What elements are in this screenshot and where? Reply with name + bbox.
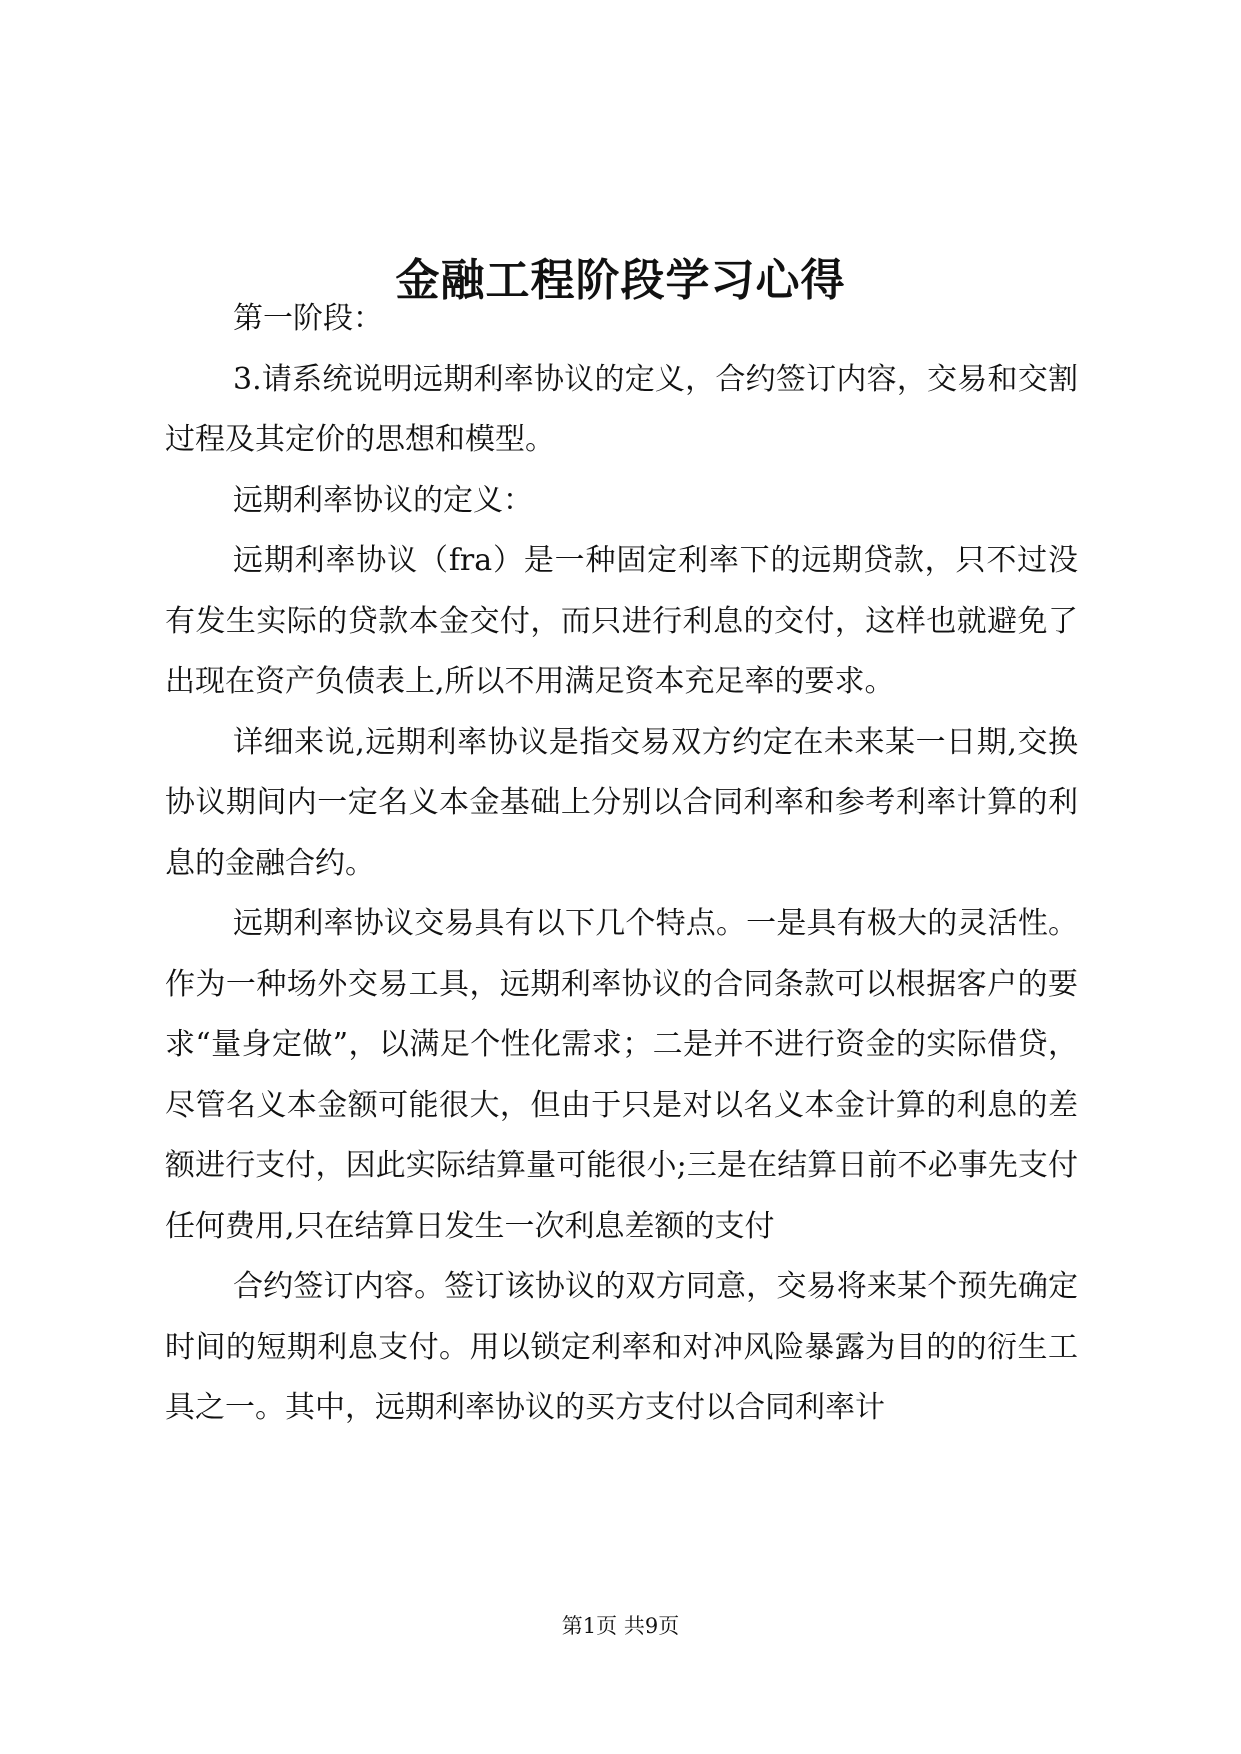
paragraph-question: 3.请系统说明远期利率协议的定义，合约签订内容，交易和交割过程及其定价的思想和模型。 — [165, 361, 1078, 457]
paragraph-contract-content: 合约签订内容。签订该协议的双方同意，交易将来某个预先确定时间的短期利息支付。用以锁定利率和对冲风险暴露为目的的衍生工具之一。其中，远期利率协议的买方支付以合同利率计 — [165, 1269, 1078, 1425]
paragraph-definition-heading: 远期利率协议的定义： — [233, 482, 533, 518]
document-body — [165, 289, 1078, 1439]
paragraph-detail: 详细来说,远期利率协议是指交易双方约定在未来某一日期,交换协议期间内一定名义本金基础上分别以合同利率和参考利率计算的利息的金融合约。 — [165, 724, 1078, 881]
paragraph-stage-heading: 第一阶段： — [233, 301, 383, 336]
paragraph-features: 远期利率协议交易具有以下几个特点。一是具有极大的灵活性。作为一种场外交易工具，远期利率协议的合同条款可以根据客户的要求“量身定做”，以满足个性化需求；二是并不进行资金的实际借贷，尽管名义本金额可能很大，但由于只是对以名义本金计算的利息的差额进行支付，因此实际结算量可能很小;三是在结算日前不必事先支付任何费用,只在结算日发生一次利息差额的支付 — [165, 906, 1078, 1244]
page-number-footer: 第1页 共9页 — [561, 1614, 680, 1638]
paragraph-definition: 远期利率协议（fra）是一种固定利率下的远期贷款，只不过没有发生实际的贷款本金交付，而只进行利息的交付，这样也就避免了出现在资产负债表上,所以不用满足资本充足率的要求。 — [165, 543, 1078, 699]
document-title: 金融工程阶段学习心得 — [395, 255, 846, 307]
